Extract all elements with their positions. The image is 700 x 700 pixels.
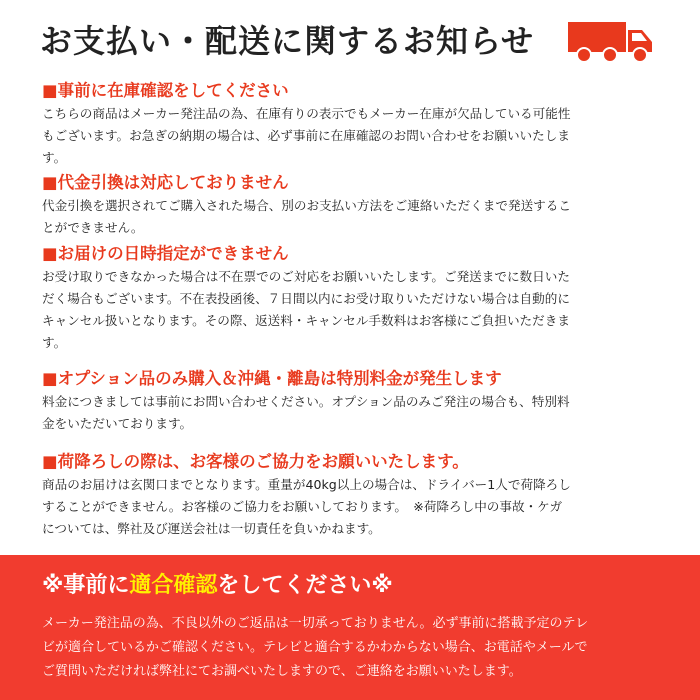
section-title: ■オプション品のみ購入＆沖縄・離島は特別料金が発生します bbox=[42, 369, 502, 388]
section-stock-check bbox=[42, 80, 667, 169]
body-line: こちらの商品はメーカー発注品の為、在庫有りの表示でもメーカー在庫が欠品している可能性 bbox=[42, 106, 571, 121]
section-delivery-time bbox=[42, 243, 667, 354]
body-line: することができません。お客様のご協力をお願いしております。 ※荷降ろし中の事故・ケガ bbox=[42, 499, 563, 514]
compatibility-notice-title bbox=[42, 568, 393, 599]
body-line: とができません。 bbox=[42, 220, 144, 235]
body-line: お受け取りできなかった場合は不在票でのご対応をお願いいたします。ご発送までに数日いた bbox=[42, 269, 570, 284]
body-line: 金をいただいております。 bbox=[42, 416, 193, 431]
section-body bbox=[42, 474, 667, 540]
body-line: す。 bbox=[42, 150, 67, 165]
body-line: もございます。お急ぎの納期の場合は、必ず事前に在庫確認のお問い合わせをお願いいたしま bbox=[42, 128, 570, 143]
section-body bbox=[42, 391, 667, 435]
body-line: メーカー発注品の為、不良以外のご返品は一切承っておりません。必ず事前に搭載予定のテレ bbox=[42, 616, 589, 631]
truck-icon bbox=[566, 18, 656, 64]
body-line: だく場合もございます。不在表投函後、７日間以内にお受け取りいただけない場合は自動的に bbox=[42, 291, 570, 306]
notice-title-suffix: をしてください※ bbox=[217, 573, 393, 598]
body-line: 代金引換を選択されてご購入された場合、別のお支払い方法をご連絡いただくまで発送するこ bbox=[42, 198, 571, 213]
body-line: ご質問いただければ弊社にてお調べいたしますので、ご連絡をお願いいたします。 bbox=[42, 664, 522, 679]
body-line: す。 bbox=[42, 335, 67, 350]
notice-title-highlight: 適合確認 bbox=[129, 573, 218, 598]
notice-title-prefix: ※事前に bbox=[42, 573, 130, 598]
body-line: については、弊社及び運送会社は一切責任を負いかねます。 bbox=[42, 521, 381, 536]
section-unloading bbox=[42, 451, 667, 540]
section-body bbox=[42, 103, 667, 169]
section-title: ■荷降ろしの際は、お客様のご協力をお願いいたします。 bbox=[42, 452, 469, 471]
section-title: ■代金引換は対応しておりません bbox=[42, 173, 289, 192]
section-special-fee bbox=[42, 368, 667, 435]
section-body bbox=[42, 266, 667, 354]
section-cod bbox=[42, 172, 667, 239]
body-line: ビが適合しているかご確認ください。テレビと適合するかわからない場合、お電話やメールで bbox=[42, 640, 588, 655]
page-title: お支払い・配送に関するお知らせ bbox=[40, 22, 535, 60]
section-body bbox=[42, 195, 667, 239]
section-title: ■事前に在庫確認をしてください bbox=[42, 81, 289, 100]
body-line: 商品のお届けは玄関口までとなります。重量が40kg以上の場合は、ドライバー1人で荷降ろし bbox=[42, 477, 571, 492]
section-title: ■お届けの日時指定ができません bbox=[42, 244, 289, 263]
body-line: キャンセル扱いとなります。その際、返送料・キャンセル手数料はお客様にご負担いただきま bbox=[42, 313, 570, 328]
compatibility-notice-body bbox=[42, 612, 672, 684]
body-line: 料金につきましては事前にお問い合わせください。オプション品のみご発注の場合も、特別料 bbox=[42, 394, 570, 409]
header bbox=[0, 0, 700, 80]
